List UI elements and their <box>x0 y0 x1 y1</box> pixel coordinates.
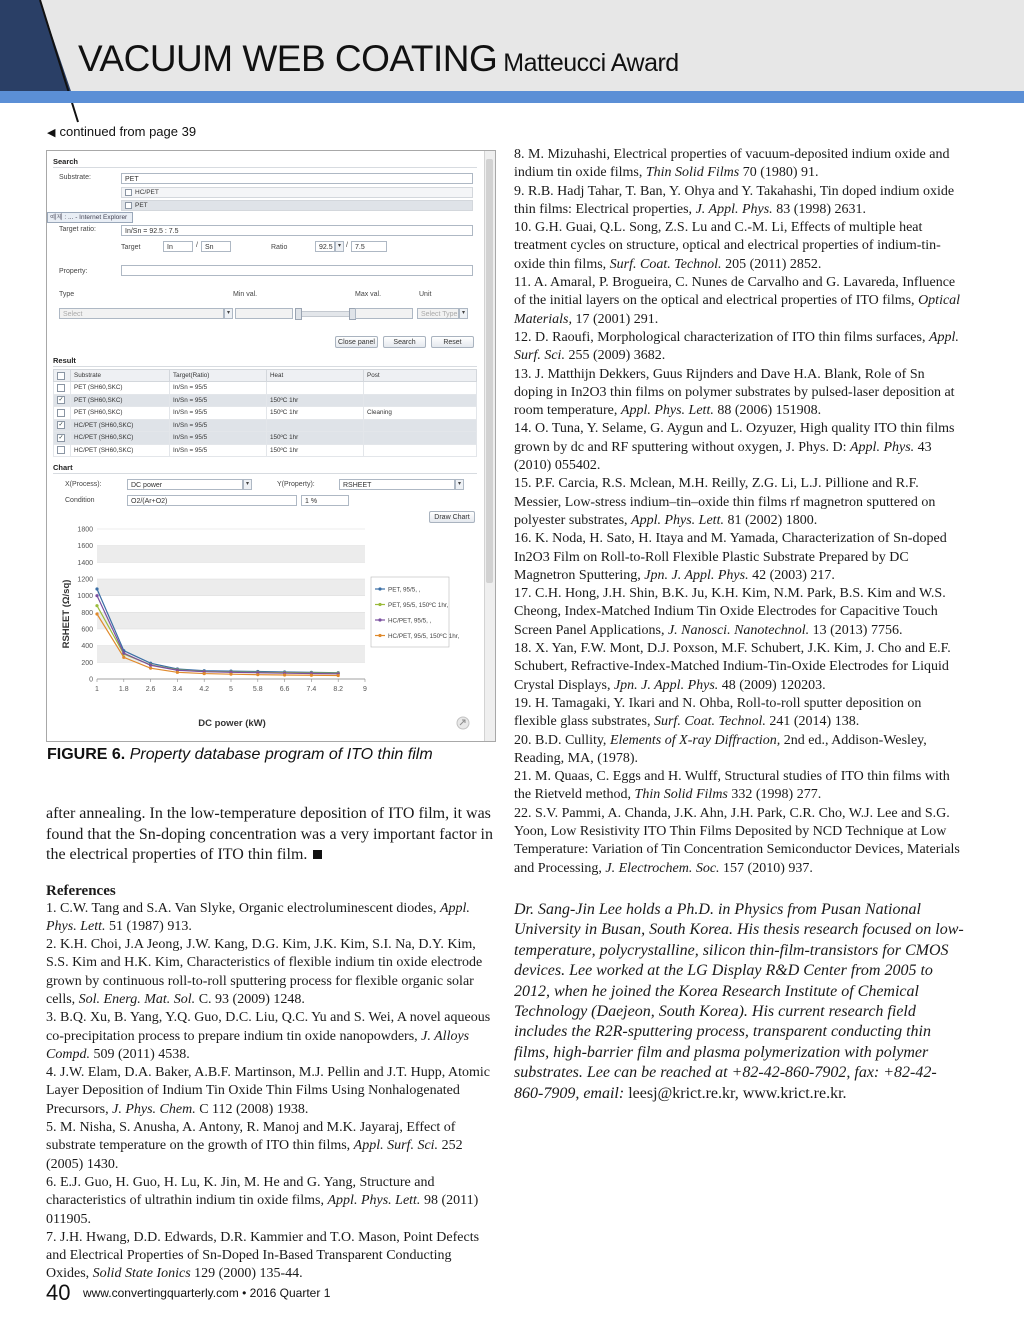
ratio-label: Ratio <box>271 244 288 251</box>
y-property-label: Y(Property): <box>277 481 315 488</box>
data-point <box>203 672 206 675</box>
search-section-title: Search <box>53 157 79 166</box>
data-point <box>95 587 98 590</box>
reference-item <box>46 900 494 937</box>
cell-post <box>364 419 477 432</box>
data-point <box>176 671 179 674</box>
reference-journal: Surf. Coat. Technol. <box>653 714 766 730</box>
grid-band <box>97 612 365 629</box>
cell-substrate: HC/PET (SH60,SKC) <box>71 419 170 432</box>
reference-journal: Appl. Phys. Lett. <box>46 900 470 934</box>
target-label: Target <box>121 244 141 251</box>
cell-heat: 150ºC 1hr <box>267 407 364 420</box>
left-text-column <box>46 804 494 1284</box>
cell-post <box>364 432 477 445</box>
reference-journal: J. Phys. Chem. <box>112 1101 196 1117</box>
reference-journal: Appl. Surf. Sci. <box>514 329 959 364</box>
x-tick-label: 5 <box>229 686 233 693</box>
ratio-sn-input[interactable]: 7.5 <box>351 241 387 252</box>
row-checkbox-cell[interactable] <box>54 444 71 457</box>
column-header[interactable]: Target(Ratio) <box>170 370 267 382</box>
y-tick-label: 1400 <box>77 559 93 567</box>
result-table <box>53 369 477 457</box>
author-bio <box>514 900 964 1104</box>
suggestion-item[interactable] <box>121 187 473 198</box>
cell-substrate: PET (SH60,SKC) <box>71 382 170 395</box>
author-bio-text: Dr. Sang-Jin Lee holds a Ph.D. in Physics from Pusan National University in Busan, South Korea. His thesis research focused on low-temperature, polycrystalline, silicon thin-film-transistors for CMOS devices. Lee worked at the LG Display R&D Center from 2005 to 2012, when he joined the Korea Research Institute of Chemical Technology (Daejeon, South Korea). His current research field includes the R2R-sputtering process, transparent conducting thin films, high-barrier film and plasma polymerization with polymer substrates. Lee can be reached at +82-42-860-7902, fax: +82-42-860-7909, email: <box>514 900 964 1102</box>
reference-citation: 509 (2011) 4538. <box>89 1046 190 1062</box>
legend-label[interactable]: PET, 95/5, , <box>388 586 421 594</box>
reset-button[interactable]: Reset <box>431 336 474 348</box>
x-tick-label: 1.8 <box>118 686 129 693</box>
figure-caption <box>47 746 433 764</box>
suggestion-label: PET <box>135 202 148 209</box>
chart-section-title: Chart <box>53 463 73 472</box>
table-row[interactable] <box>54 444 477 457</box>
reference-item <box>46 1064 494 1119</box>
reference-text: 5. M. Nisha, S. Anusha, A. Antony, R. Manoj and M.K. Jayaraj, Effect of substrate temperature on the growth of ITO thin films, <box>46 1120 456 1154</box>
data-point <box>310 674 313 677</box>
page-number: 40 <box>46 1280 71 1305</box>
y-property-select[interactable]: RSHEET <box>339 479 455 490</box>
reference-text: 12. D. Raoufi, Morphological characterization of ITO thin films surfaces, <box>514 329 929 345</box>
reference-text: 11. A. Amaral, P. Brogueira, C. Nunes de Carvalho and G. Lavareda, Influence of the initial layers on the optical and electrical properties of ITO films, <box>514 275 956 309</box>
cell-target: In/Sn = 95/5 <box>170 432 267 445</box>
cell-post <box>364 394 477 407</box>
reference-text: 10. G.H. Guai, Q.L. Song, Z.S. Lu and C.-M. Li, Effects of multiple heat treatment cycles on structure, optical and electrical properties of indium-tin-oxide thin films, <box>514 220 941 272</box>
row-checkbox[interactable] <box>57 446 65 454</box>
reference-citation: 13 (2013) 7756. <box>809 622 903 638</box>
reference-text: 21. M. Quaas, C. Eggs and H. Wulff, Structural studies of ITO thin films with the Rietveld method, <box>514 769 950 803</box>
slash-separator: / <box>346 242 348 249</box>
checked-checkbox[interactable]: ✓ <box>58 422 64 429</box>
reference-journal: Sol. Energ. Mat. Sol. <box>78 991 196 1007</box>
legend-label[interactable]: PET, 95/5, 150ºC 1hr, <box>388 601 449 609</box>
suggestion-label: HC/PET <box>135 189 159 196</box>
type-select[interactable]: Select <box>59 308 224 319</box>
x-tick-label: 6.6 <box>279 686 290 693</box>
target-ratio-label: Target ratio: <box>59 226 96 233</box>
page-footer <box>46 1280 330 1306</box>
reference-item <box>514 640 964 695</box>
reference-item <box>46 1119 494 1174</box>
reference-citation: 43 (2010) 055402. <box>514 439 932 474</box>
ratio-in-select[interactable]: 92.5 <box>315 241 335 252</box>
reference-text: 9. R.B. Hadj Tahar, T. Ban, Y. Ohya and Y. Takahashi, Tin doped indium oxide thin films: Electrical properties, <box>514 183 955 217</box>
draw-chart-button[interactable]: Draw Chart <box>429 511 475 523</box>
y-tick-label: 600 <box>81 626 93 634</box>
references-list-right <box>514 146 964 878</box>
reference-journal: J. Nanosci. Nanotechnol. <box>667 622 810 638</box>
y-tick-label: 1800 <box>77 526 93 534</box>
substrate-input[interactable]: PET <box>121 173 473 184</box>
reference-citation: 42 (2003) 217. <box>748 567 835 583</box>
reference-item <box>514 329 964 366</box>
end-of-article-mark <box>313 850 322 859</box>
reference-text: 3. B.Q. Xu, B. Yang, Y.Q. Guo, D.C. Liu, Q.C. Yu and S. Wei, A novel aqueous co-precipitation process to prepare indium tin oxide nanopowders, <box>46 1010 491 1044</box>
target-ratio-input[interactable]: In/Sn = 92.5 : 7.5 <box>121 225 473 236</box>
reference-citation: 241 (2014) 138. <box>765 714 860 730</box>
reference-citation: 98 (2011) 011905. <box>46 1193 479 1227</box>
reference-text: 20. B.D. Cullity, <box>514 732 610 748</box>
row-checkbox-cell[interactable] <box>54 394 71 407</box>
row-checkbox-cell[interactable] <box>54 382 71 395</box>
data-point <box>337 674 340 677</box>
max-value-label: Max val. <box>355 291 382 298</box>
y-tick-label: 1000 <box>77 593 93 601</box>
result-section-title: Result <box>53 356 76 365</box>
reference-citation: 205 (2011) 2852. <box>721 256 822 272</box>
reference-journal: Surf. Coat. Technol. <box>609 256 722 272</box>
chart-export-icon[interactable] <box>457 717 469 729</box>
reference-journal: Optical Materials, <box>514 293 961 327</box>
reference-text: 2. K.H. Choi, J.A Jeong, J.W. Kang, D.G. Kim, J.K. Kim, S.I. Na, D.Y. Kim, S.S. Kim and H.K. Kim, Characteristics of flexible indium tin oxide electrode grown by continuous roll-to-roll sputtering process for flexible organic solar cells, <box>46 937 483 1007</box>
row-checkbox[interactable] <box>57 409 65 417</box>
data-point <box>283 673 286 676</box>
select-all-checkbox[interactable] <box>57 372 65 380</box>
reference-item <box>514 475 964 530</box>
chevron-down-icon[interactable]: ▾ <box>459 308 468 319</box>
row-checkbox-cell[interactable] <box>54 407 71 420</box>
close-panel-button[interactable]: Close panel <box>335 336 378 348</box>
figure-caption-text: Property database program of ITO thin film <box>129 746 433 763</box>
data-point <box>95 612 98 615</box>
data-point <box>95 604 98 607</box>
reference-text: 16. K. Noda, H. Sato, H. Itaya and M. Yamada, Characterization of Sn-doped In2O3 Film on Roll-to-Roll Flexible Plastic Substrate Prepared by DC Magnetron Sputtering, <box>514 531 947 583</box>
data-point <box>149 664 152 667</box>
header-title <box>78 38 679 80</box>
body-paragraph-text: after annealing. In the low-temperature deposition of ITO film, it was found that the Sn-doping concentration was a very important factor in the electrical properties of ITO thin film. <box>46 805 493 863</box>
cell-heat <box>267 382 364 395</box>
reference-citation: 252 (2005) 1430. <box>46 1138 463 1172</box>
cell-post <box>364 382 477 395</box>
reference-text: 17. C.H. Hong, J.H. Shin, B.K. Ju, K.H. Kim, N.M. Park, B.S. Kim and W.S. Cheong, Index-Matched Indium Tin Oxide Electrodes for Capacitive Touch Screen Panel Applications, <box>514 586 946 638</box>
reference-citation: 129 (2000) 135-44. <box>190 1266 303 1282</box>
range-slider[interactable] <box>297 311 353 317</box>
cell-heat: 150ºC 1hr <box>267 394 364 407</box>
substrate-label: Substrate: <box>59 174 91 181</box>
reference-item <box>514 420 964 475</box>
column-header[interactable]: Post <box>364 370 477 382</box>
legend-label[interactable]: HC/PET, 95/5, , <box>388 617 432 625</box>
divider <box>53 366 477 367</box>
suggestion-checkbox <box>125 189 132 196</box>
reference-item <box>514 274 964 329</box>
reference-text: 22. S.V. Pammi, A. Chanda, J.K. Ahn, J.H. Park, C.R. Cho, W.J. Lee and S.G. Yoon, Low Resistivity ITO Thin Films Deposited by NCD Technique at Low Temperature: Variation of Tin Concentration Semiconductor Devices, Materials and Processing, <box>514 805 960 876</box>
table-row[interactable] <box>54 419 477 432</box>
property-database-figure <box>46 150 496 742</box>
footer-text: www.convertingquarterly.com • 2016 Quarter 1 <box>82 1286 331 1300</box>
y-tick-label: 1200 <box>77 576 93 584</box>
reference-journal: Jpn. J. Appl. Phys. <box>613 677 719 693</box>
rsheet-vs-dc-power-chart <box>47 519 483 741</box>
figure-caption-label: FIGURE 6. <box>47 746 126 763</box>
header-subtitle: Matteucci Award <box>503 49 679 77</box>
reference-citation: 157 (2010) 937. <box>719 860 813 876</box>
header-slash-decoration <box>0 0 90 125</box>
data-point <box>122 652 125 655</box>
reference-citation: C 112 (2008) 1938. <box>195 1101 309 1117</box>
reference-item <box>46 1009 494 1064</box>
reference-journal: Appl. Surf. Sci. <box>353 1138 439 1154</box>
x-tick-label: 1 <box>95 686 99 693</box>
divider <box>53 473 477 474</box>
reference-item <box>514 183 964 220</box>
reference-citation: 83 (1998) 2631. <box>772 201 867 217</box>
cell-target: In/Sn = 95/5 <box>170 419 267 432</box>
search-button[interactable]: Search <box>383 336 426 348</box>
chart-legend <box>371 577 460 647</box>
reference-journal: Solid State Ionics <box>92 1266 191 1282</box>
reference-citation: 255 (2009) 3682. <box>564 348 666 364</box>
cell-substrate: HC/PET (SH60,SKC) <box>71 432 170 445</box>
x-process-select[interactable]: DC power <box>127 479 243 490</box>
y-tick-label: 800 <box>81 609 93 617</box>
x-process-label: X(Process): <box>65 481 102 488</box>
cell-substrate: HC/PET (SH60,SKC) <box>71 444 170 457</box>
cell-target: In/Sn = 95/5 <box>170 394 267 407</box>
row-checkbox-cell[interactable] <box>54 432 71 445</box>
x-tick-label: 3.4 <box>172 686 183 693</box>
page-header <box>0 0 1024 103</box>
y-tick-label: 400 <box>81 643 93 651</box>
author-contact: leesj@krict.re.kr, www.krict.re.kr. <box>628 1084 847 1102</box>
reference-citation: 81 (2002) 1800. <box>723 512 818 528</box>
checked-checkbox[interactable]: ✓ <box>58 434 64 441</box>
reference-text: 15. P.F. Carcia, R.S. Mclean, M.H. Reilly, Z.G. Li, L.J. Pillione and R.F. Messier, Low-stress indium–tin–oxide thin films rf magnetron sputtered on polyester substrates, <box>514 476 936 528</box>
x-tick-label: 7.4 <box>306 686 317 693</box>
legend-label[interactable]: HC/PET, 95/5, 150ºC 1hr, <box>388 632 460 640</box>
figure-scrollbar[interactable] <box>484 151 495 741</box>
x-tick-label: 4.2 <box>199 686 210 693</box>
data-point <box>95 594 98 597</box>
continued-text: continued from page 39 <box>59 124 197 139</box>
left-triangle-icon: ◀ <box>47 127 56 139</box>
legend-marker <box>378 634 381 637</box>
chevron-down-icon[interactable]: ▾ <box>224 308 233 319</box>
reference-journal: Appl. Phys. Lett. <box>620 403 714 419</box>
x-tick-label: 5.8 <box>252 686 263 693</box>
chevron-down-icon[interactable]: ▾ <box>335 241 344 252</box>
legend-marker <box>378 587 381 590</box>
reference-item <box>46 1174 494 1229</box>
reference-citation: 48 (2009) 120203. <box>718 677 826 693</box>
condition-input[interactable]: O2/(Ar+O2) <box>127 495 297 506</box>
chevron-down-icon[interactable]: ▾ <box>455 479 464 490</box>
reference-text: 14. O. Tuna, Y. Selame, G. Aygun and L. Ozyuzer, High quality ITO thin films grown by dc and RF sputtering without oxygen, J. Phys. D: <box>514 421 955 455</box>
cell-target: In/Sn = 95/5 <box>170 382 267 395</box>
reference-journal: Jpn. J. Appl. Phys. <box>644 567 749 583</box>
reference-citation: C. 93 (2009) 1248. <box>195 991 305 1007</box>
reference-journal: Appl. Phys. <box>850 439 915 455</box>
suggestion-checkbox <box>125 202 132 209</box>
grid-band <box>97 546 365 563</box>
cell-target: In/Sn = 95/5 <box>170 444 267 457</box>
chevron-down-icon[interactable]: ▾ <box>243 479 252 490</box>
reference-journal: Elements of X-ray Diffraction, <box>609 732 781 748</box>
target-in-input[interactable]: In <box>163 241 193 252</box>
x-tick-label: 2.6 <box>145 686 156 693</box>
data-point <box>229 673 232 676</box>
references-heading: References <box>46 882 116 899</box>
reference-item <box>514 219 964 274</box>
reference-item <box>514 732 964 769</box>
chart-x-axis-label: DC power (kW) <box>198 718 266 729</box>
reference-text: 4. J.W. Elam, D.A. Baker, A.B.F. Martinson, M.J. Pellin and J.T. Hupp, Atomic Layer Deposition of Indium Tin Oxide Thin Films Using Nonhalogenated Precursors, <box>46 1065 490 1117</box>
reference-citation: 332 (1998) 277. <box>727 787 822 803</box>
reference-citation: 51 (1987) 913. <box>105 918 192 934</box>
select-all-cell[interactable] <box>54 370 71 382</box>
divider <box>53 167 477 168</box>
chart-y-axis-label: RSHEET (Ω/sq) <box>61 579 72 649</box>
table-header-row <box>54 370 477 382</box>
reference-journal: Appl. Phys. Lett. <box>327 1193 421 1209</box>
reference-journal: Appl. Phys. Lett. <box>631 512 724 528</box>
min-value-input[interactable] <box>235 308 293 319</box>
max-value-input[interactable] <box>355 308 413 319</box>
legend-marker <box>378 603 381 606</box>
reference-text: 13. J. Matthijn Dekkers, Guus Rijnders and Dave H.A. Blank, Role of Sn doping in In2O3 thin films on polymer substrates by pulsed-laser deposition at room temperature, <box>514 366 955 419</box>
reference-text: 6. E.J. Guo, H. Guo, H. Lu, K. Jin, M. He and G. Yang, Structure and characteristics of ultrathin indium tin oxide films, <box>46 1174 435 1209</box>
y-tick-label: 1600 <box>77 543 93 551</box>
reference-journal: J. Appl. Phys. <box>695 201 773 217</box>
table-row[interactable] <box>54 407 477 420</box>
cell-heat: 150ºC 1hr <box>267 432 364 445</box>
reference-citation: 88 (2006) 151908. <box>713 403 822 419</box>
table-row[interactable] <box>54 432 477 445</box>
y-tick-label: 200 <box>81 659 93 667</box>
magazine-section-title: VACUUM WEB COATING <box>78 38 498 79</box>
property-label: Property: <box>59 268 88 275</box>
x-tick-label: 8.2 <box>333 686 344 693</box>
reference-item <box>514 805 964 878</box>
header-accent-bar <box>0 91 1024 103</box>
unit-label: Unit <box>419 291 432 298</box>
table-row[interactable] <box>54 382 477 395</box>
continued-note <box>47 124 196 139</box>
ie-popup-tooltip: 예제 : ... - Internet Explorer <box>47 212 133 223</box>
row-checkbox-cell[interactable] <box>54 419 71 432</box>
cell-substrate: PET (SH60,SKC) <box>71 394 170 407</box>
cell-post <box>364 444 477 457</box>
result-table-body <box>54 382 477 457</box>
min-value-label: Min val. <box>233 291 258 298</box>
reference-citation: 70 (1980) 91. <box>739 165 819 181</box>
reference-journal: Thin Solid Films <box>645 165 740 181</box>
condition-value-input[interactable]: 1 % <box>301 495 349 506</box>
chart-series <box>95 587 339 677</box>
reference-text: 8. M. Mizuhashi, Electrical properties of vacuum-deposited indium oxide and indium tin oxide films, <box>514 147 950 181</box>
reference-item <box>46 936 494 1009</box>
references-list-left <box>46 900 494 1284</box>
body-paragraph <box>46 804 494 866</box>
cell-heat <box>267 419 364 432</box>
column-header[interactable]: Heat <box>267 370 364 382</box>
reference-text: 19. H. Tamagaki, Y. Ikari and N. Ohba, Roll-to-roll sputter deposition on flexible glass substrates, <box>514 695 922 730</box>
reference-item <box>514 146 964 183</box>
cell-target: In/Sn = 95/5 <box>170 407 267 420</box>
row-checkbox[interactable] <box>57 384 65 392</box>
grid-band <box>97 579 365 596</box>
reference-item <box>46 1229 494 1284</box>
slider-handle[interactable] <box>295 308 302 320</box>
reference-journal: Thin Solid Films <box>634 787 728 803</box>
reference-citation: 17 (2001) 291. <box>571 311 659 327</box>
data-point <box>122 656 125 659</box>
reference-item <box>514 695 964 732</box>
data-point <box>256 673 259 676</box>
target-sn-input[interactable]: Sn <box>201 241 231 252</box>
reference-item <box>514 530 964 585</box>
reference-text: 18. X. Yan, F.W. Mont, D.J. Poxson, M.F. Schubert, J.K. Kim, J. Cho and E.F. Schubert, Refractive-Index-Matched Indium-Tin-Oxide Electrodes for Liquid Crystal Displays, <box>514 641 951 693</box>
cell-post: Cleaning <box>364 407 477 420</box>
type-label: Type <box>59 291 75 298</box>
reference-journal: J. Alloys Compd. <box>46 1028 470 1062</box>
reference-citation: 2nd ed., Addison-Wesley, Reading, MA, (1978). <box>514 732 927 766</box>
condition-label: Condition <box>65 497 95 504</box>
reference-item <box>514 768 964 805</box>
cell-substrate: PET (SH60,SKC) <box>71 407 170 420</box>
reference-item <box>514 585 964 640</box>
slash-separator: / <box>196 242 198 249</box>
legend-marker <box>378 618 381 621</box>
reference-text: 7. J.H. Hwang, D.D. Edwards, D.R. Kammier and T.O. Mason, Point Defects and Electrical Properties of Sn-Doped In-Based Transparent Conducting Oxides, <box>46 1229 480 1282</box>
x-tick-label: 9 <box>363 686 367 693</box>
right-text-column <box>514 146 964 1104</box>
y-tick-label: 0 <box>89 676 93 684</box>
data-point <box>149 667 152 670</box>
reference-journal: J. Electrochem. Soc. <box>605 860 720 876</box>
reference-item <box>514 366 964 421</box>
scrollbar-thumb[interactable] <box>486 159 493 583</box>
checked-checkbox[interactable]: ✓ <box>58 397 64 404</box>
reference-text: 1. C.W. Tang and S.A. Van Slyke, Organic electroluminescent diodes, <box>46 900 440 916</box>
property-input[interactable] <box>121 265 473 276</box>
suggestion-item[interactable] <box>121 200 473 211</box>
table-row[interactable] <box>54 394 477 407</box>
cell-heat: 150ºC 1hr <box>267 444 364 457</box>
column-header[interactable]: Substrate <box>71 370 170 382</box>
unit-select[interactable]: Select Type <box>417 308 459 319</box>
